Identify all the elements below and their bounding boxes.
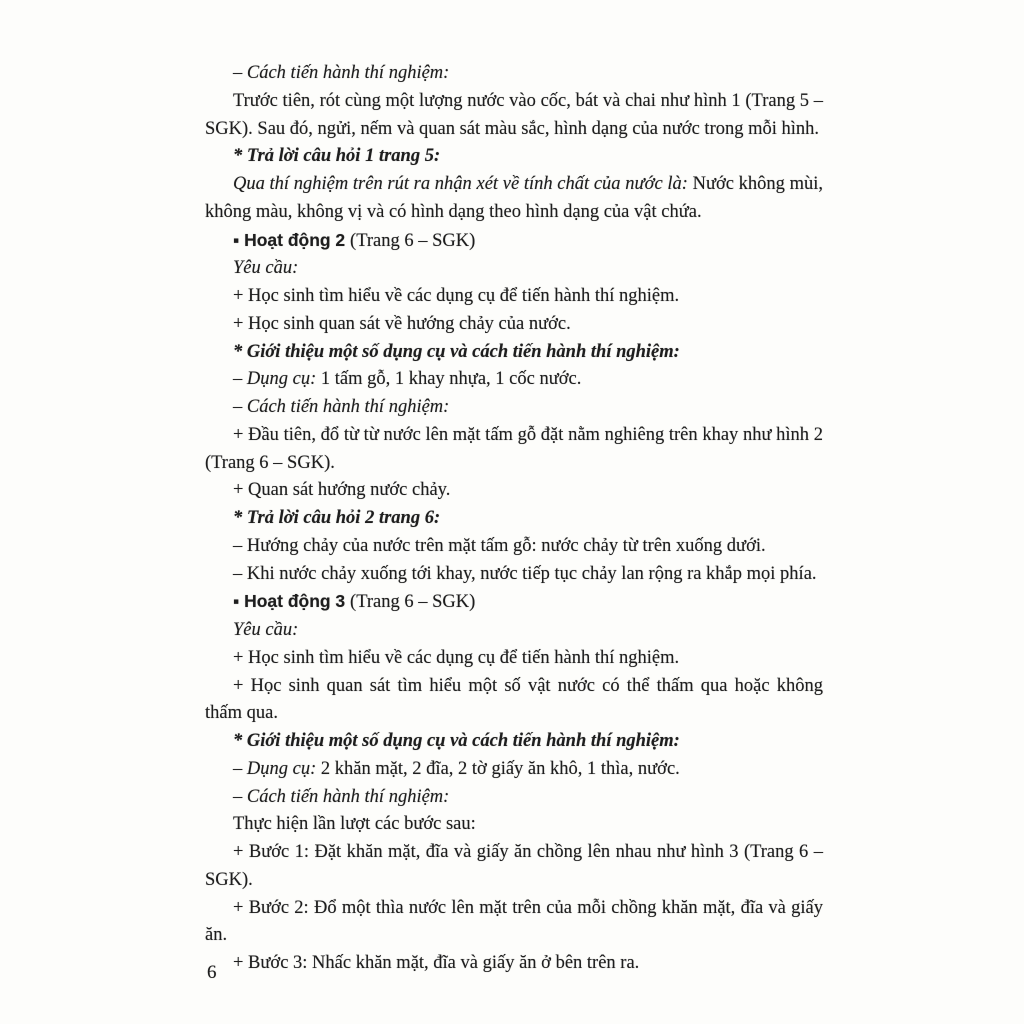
paragraph — [205, 756, 823, 784]
text-segment: – Khi nước chảy xuống tới khay, nước tiếp tục chảy lan rộng ra khắp mọi phía. — [233, 563, 817, 584]
text-segment: * Giới thiệu một số dụng cụ và cách tiến hành thí nghiệm: — [233, 341, 680, 362]
paragraph — [205, 617, 823, 645]
paragraph — [205, 673, 823, 729]
text-segment: – Dụng cụ: — [233, 758, 321, 779]
text-segment: – Dụng cụ: — [233, 369, 321, 390]
paragraph — [205, 728, 823, 756]
paragraph — [205, 561, 823, 589]
text-segment: 2 khăn mặt, 2 đĩa, 2 tờ giấy ăn khô, 1 thìa, nước. — [320, 758, 680, 779]
paragraph — [205, 255, 823, 283]
text-segment: (Trang 6 – SGK) — [350, 230, 476, 251]
text-segment: * Trả lời câu hỏi 1 trang 5: — [233, 146, 441, 167]
paragraph — [205, 422, 823, 478]
text-segment: + Học sinh tìm hiểu về các dụng cụ để tiến hành thí nghiệm. — [233, 286, 680, 306]
paragraph — [205, 533, 823, 561]
paragraph — [205, 88, 823, 144]
paragraph — [205, 895, 823, 951]
paragraph — [205, 588, 823, 617]
paragraph — [205, 477, 823, 505]
text-segment: + Bước 1: Đặt khăn mặt, đĩa và giấy ăn chồng lên nhau như hình 3 (Trang 6 – SGK). — [205, 842, 823, 890]
paragraph — [205, 784, 823, 812]
text-segment: Thực hiện lần lượt các bước sau: — [233, 814, 476, 835]
paragraph — [205, 311, 823, 339]
paragraph — [205, 811, 823, 839]
paragraph — [205, 283, 823, 311]
paragraph — [205, 645, 823, 673]
text-segment: (Trang 6 – SGK) — [350, 592, 476, 613]
paragraph — [205, 227, 823, 256]
text-segment: + Đầu tiên, đổ từ từ nước lên mặt tấm gỗ đặt nằm nghiêng trên khay như hình 2 (Trang 6 – SGK). — [205, 424, 823, 473]
paragraph — [205, 171, 823, 227]
text-segment: + Quan sát hướng nước chảy. — [233, 480, 451, 501]
text-segment: – Cách tiến hành thí nghiệm: — [233, 63, 450, 83]
text-segment: ▪ Hoạt động 2 — [233, 229, 351, 250]
text-segment: 1 tấm gỗ, 1 khay nhựa, 1 cốc nước. — [320, 369, 582, 390]
page-number: 6 — [207, 962, 217, 983]
paragraph — [205, 143, 823, 171]
text-block — [205, 60, 823, 978]
text-segment: Yêu cầu: — [233, 620, 299, 640]
text-segment: – Cách tiến hành thí nghiệm: — [233, 397, 450, 417]
paragraph — [205, 950, 823, 978]
paragraph — [205, 60, 823, 88]
text-segment: + Học sinh tìm hiểu về các dụng cụ để tiến hành thí nghiệm. — [233, 647, 680, 668]
paragraph — [205, 366, 823, 394]
text-segment: Yêu cầu: — [233, 258, 299, 279]
text-segment: * Trả lời câu hỏi 2 trang 6: — [233, 508, 441, 528]
text-segment: Qua thí nghiệm trên rút ra nhận xét về tính chất của nước là: — [233, 174, 693, 194]
text-segment: + Bước 2: Đổ một thìa nước lên mặt trên của mỗi chồng khăn mặt, đĩa và giấy ăn. — [205, 897, 823, 946]
paragraph — [205, 839, 823, 895]
text-segment: – Cách tiến hành thí nghiệm: — [233, 786, 450, 807]
text-segment: + Học sinh quan sát tìm hiểu một số vật nước có thể thấm qua hoặc không thấm qua. — [205, 675, 823, 724]
text-segment: Nước không mùi, không màu, không vị và có hình dạng theo hình dạng của vật chứa. — [205, 174, 823, 222]
text-segment: + Học sinh quan sát về hướng chảy của nước. — [233, 313, 571, 334]
paragraph — [205, 394, 823, 422]
text-segment: Trước tiên, rót cùng một lượng nước vào cốc, bát và chai như hình 1 (Trang 5 – SGK). Sau đó, ngửi, nếm và quan sát màu sắc, hình dạng của nước trong mỗi hình. — [205, 90, 823, 139]
text-segment: * Giới thiệu một số dụng cụ và cách tiến hành thí nghiệm: — [233, 731, 680, 751]
paragraph — [205, 339, 823, 367]
paragraph — [205, 505, 823, 533]
text-segment: – Hướng chảy của nước trên mặt tấm gỗ: nước chảy từ trên xuống dưới. — [233, 535, 766, 556]
text-segment: + Bước 3: Nhấc khăn mặt, đĩa và giấy ăn ở bên trên ra. — [233, 953, 640, 973]
text-segment: ▪ Hoạt động 3 — [233, 591, 351, 612]
